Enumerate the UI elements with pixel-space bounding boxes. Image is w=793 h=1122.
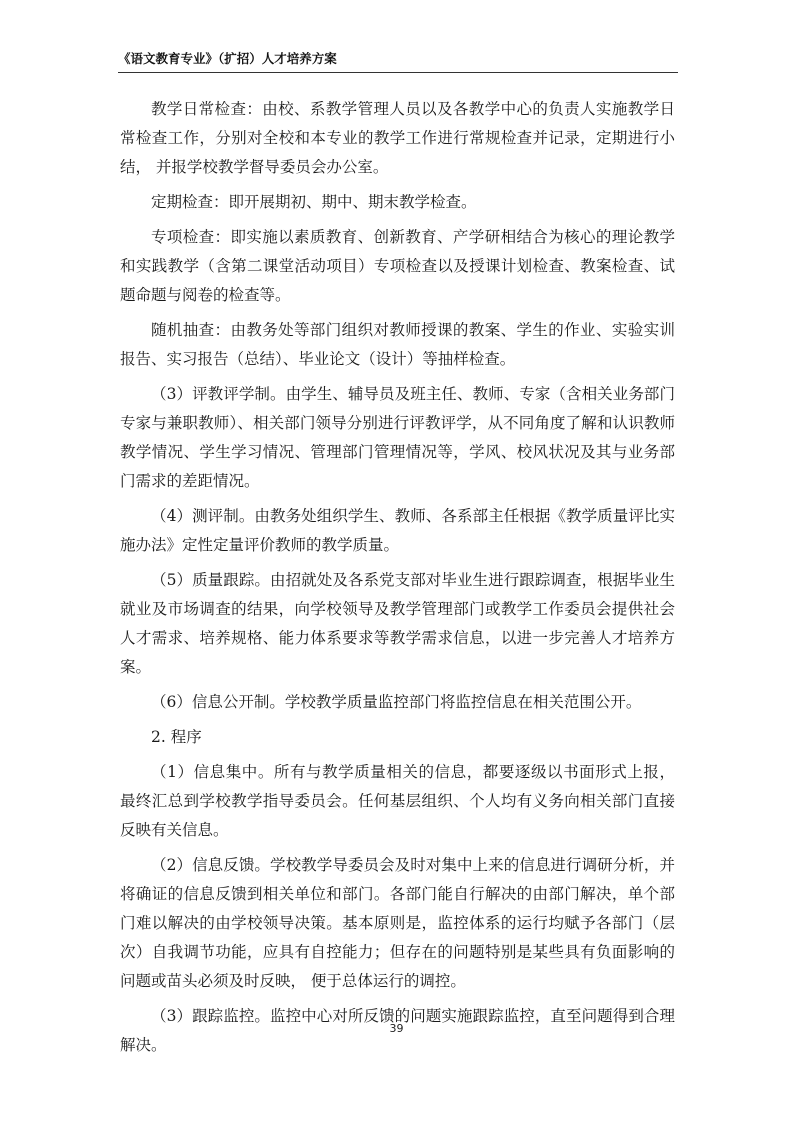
paragraph-daily-check: 教学日常检查：由校、系教学管理人员以及各教学中心的负责人实施教学日常检查工作，分别对全校和本专业的教学工作进行常规检查并记录，定期进行小结， 并报学校教学督导委员会办公室。	[120, 100, 675, 176]
running-header: 《语文教育专业》（扩招）人才培养方案	[118, 51, 337, 66]
paragraph-periodic-check: 定期检查：即开展期初、期中、期末教学检查。	[151, 193, 477, 211]
paragraph-info-collection: （1）信息集中。所有与教学质量相关的信息，都要逐级以书面形式上报， 最终汇总到学校教学指导委员会。任何基层组织、个人均有义务向相关部门直接反映有关信息。	[120, 763, 675, 839]
paragraph-tracking-monitor: （3）跟踪监控。监控中心对所反馈的问题实施跟踪监控，直至问题得到合理解决。	[120, 1007, 675, 1054]
paragraph-special-check: 专项检查：即实施以素质教育、创新教育、产学研相结合为核心的理论教学和实践教学（含第二课堂活动项目）专项检查以及授课计划检查、教案检查、试题命题与阅卷的检查等。	[120, 228, 675, 304]
paragraph-evaluation-system: （3）评教评学制。由学生、辅导员及班主任、教师、专家（含相关业务部门专家与兼职教师）、相关部门领导分别进行评教评学，从不同角度了解和认识教师教学情况、学生学习情况、管理部门管理情况等，学风、校风状况及其与业务部门需求的差距情况。	[120, 385, 675, 490]
page-number: 39	[389, 1022, 404, 1035]
paragraph-info-feedback: （2）信息反馈。学校教学导委员会及时对集中上来的信息进行调研分析，并将确证的信息反馈到相关单位和部门。各部门能自行解决的由部门解决，单个部门难以解决的由学校领导决策。基本原则是，监控体系的运行均赋予各部门（层次）自我调节功能，应具有自控能力；但存在的问题特别是某些具有负面影响的问题或苗头必须及时反映， 便于总体运行的调控。	[120, 856, 675, 990]
header-rule	[118, 72, 678, 73]
paragraph-info-disclosure: （6）信息公开制。学校教学质量监控部门将监控信息在相关范围公开。	[151, 693, 642, 711]
paragraph-random-check: 随机抽查：由教务处等部门组织对教师授课的教案、学生的作业、实验实训报告、实习报告（总结）、毕业论文（设计）等抽样检查。	[120, 321, 675, 368]
paragraph-quality-tracking: （5）质量跟踪。由招就处及各系党支部对毕业生进行跟踪调查，根据毕业生就业及市场调查的结果，向学校领导及教学管理部门或教学工作委员会提供社会人才需求、培养规格、能力体系要求等教学需求信息，以进一步完善人才培养方案。	[120, 571, 675, 676]
section-heading-procedure: 2. 程序	[151, 728, 202, 746]
document-body	[120, 95, 675, 1066]
paragraph-assessment-system: （4）测评制。由教务处组织学生、教师、各系部主任根据《教学质量评比实施办法》定性定量评价教师的教学质量。	[120, 507, 675, 554]
